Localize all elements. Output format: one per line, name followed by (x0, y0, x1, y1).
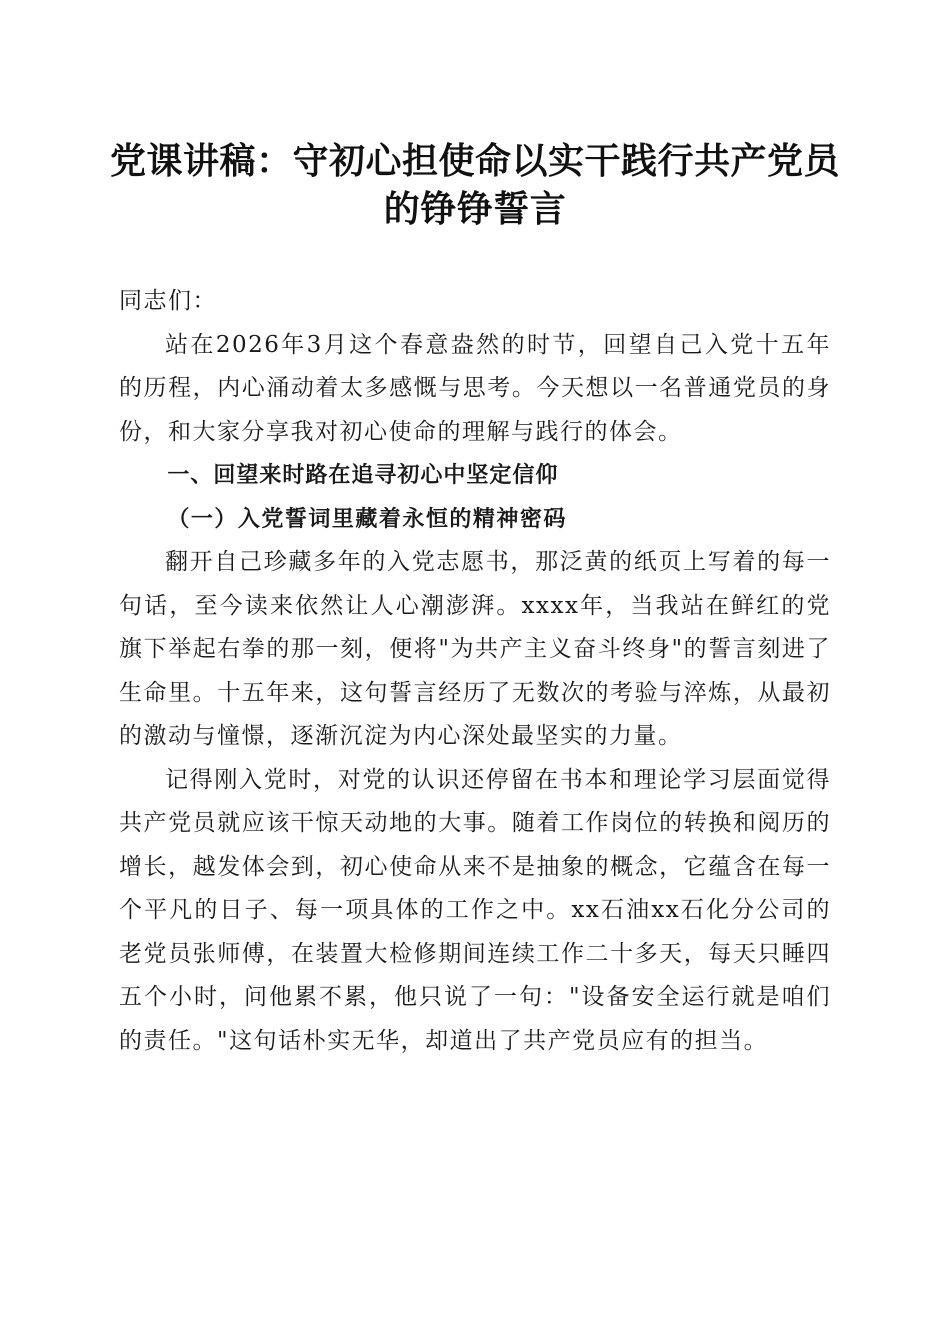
subsection-heading-1: （一）入党誓词里藏着永恒的精神密码 (167, 505, 567, 532)
document-body (119, 280, 831, 1063)
body-paragraph-1: 翻开自己珍藏多年的入党志愿书，那泛黄的纸页上写着的每一句话，至今读来依然让人心潮澎湃。xxxx年，当我站在鲜红的党旗下举起右拳的那一刻，便将"为共产主义奋斗终身"的誓言刻进了生命里。十五年来，这句誓言经历了无数次的考验与淬炼，从最初的激动与憧憬，逐渐沉淀为内心深处最坚实的力量。 (119, 549, 831, 749)
document-title (100, 137, 850, 233)
section-heading-1: 一、回望来时路在追寻初心中坚定信仰 (167, 463, 559, 488)
title-line-1: 党课讲稿：守初心担使命以实干践行共产党员 (109, 140, 840, 182)
intro-paragraph: 站在2026年3月这个春意盎然的时节，回望自己入党十五年的历程，内心涌动着太多感慨与思考。今天想以一名普通党员的身份，和大家分享我对初心使命的理解与践行的体会。 (119, 331, 831, 445)
title-line-2: 的铮铮誓言 (383, 188, 567, 230)
body-paragraph-2: 记得刚入党时，对党的认识还停留在书本和理论学习层面觉得共产党员就应该干惊天动地的大事。随着工作岗位的转换和阅历的增长，越发体会到，初心使命从来不是抽象的概念，它蕴含在每一个平凡的日子、每一项具体的工作之中。xx石油xx石化分公司的老党员张师傅，在装置大检修期间连续工作二十多天，每天只睡四五个小时，问他累不累，他只说了一句："设备安全运行就是咱们的责任。"这句话朴实无华，却道出了共产党员应有的担当。 (119, 766, 831, 1054)
greeting: 同志们： (119, 288, 217, 314)
